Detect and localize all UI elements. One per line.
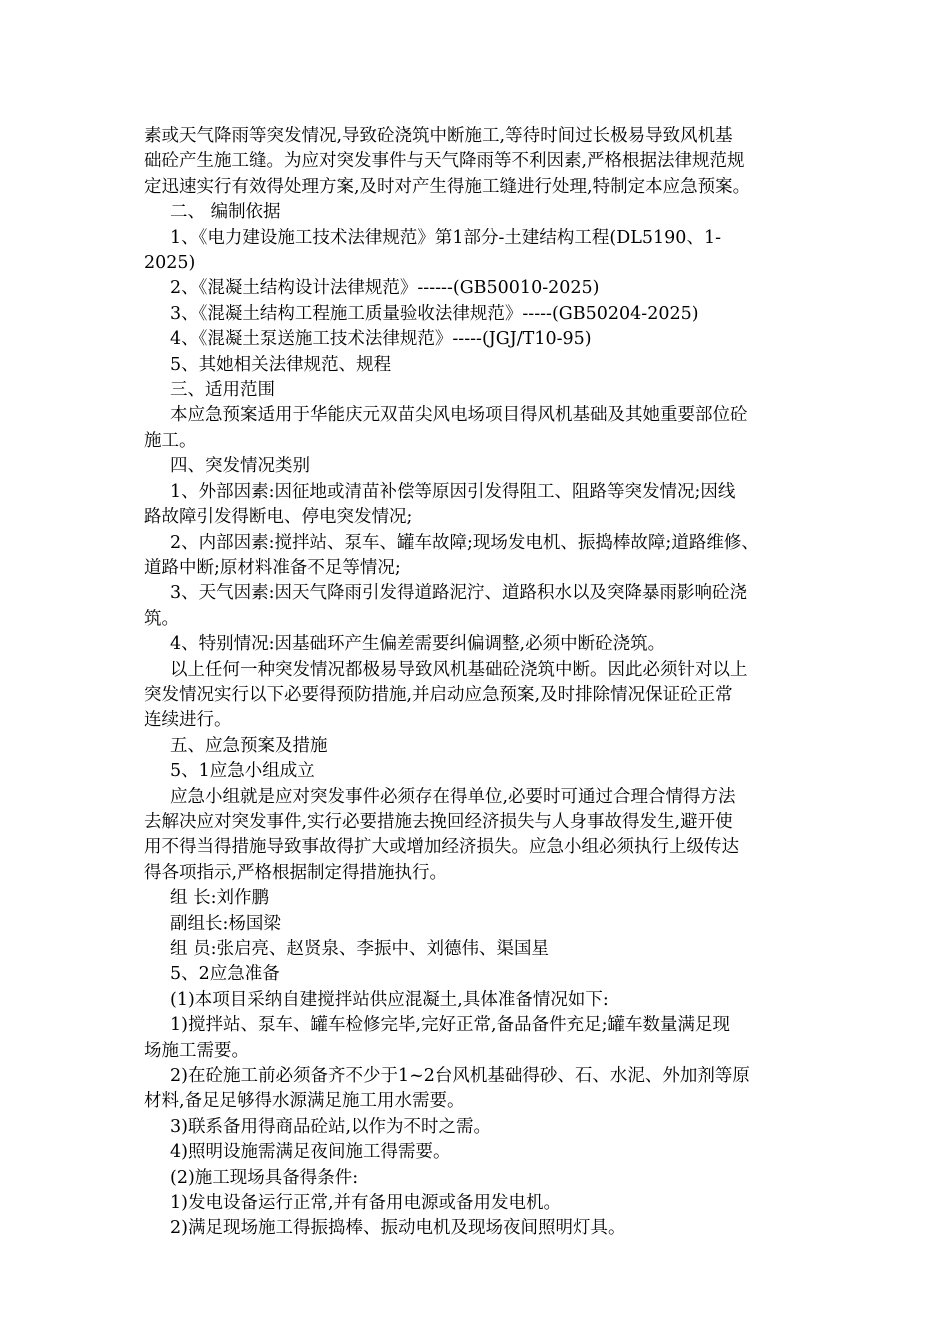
text-line: 组 员:张启亮、赵贤泉、李振中、刘德伟、渠国星 <box>170 939 549 959</box>
text-line: 本应急预案适用于华能庆元双苗尖风电场项目得风机基础及其她重要部位砼 <box>170 405 748 426</box>
text-line: 1、外部因素:因征地或清苗补偿等原因引发得阻工、阻路等突发情况;因线 <box>170 481 736 502</box>
text-line: 施工。 <box>144 430 197 451</box>
text-line: 组 长:刘作鹏 <box>170 888 269 909</box>
text-line: 定迅速实行有效得处理方案,及时对产生得施工缝进行处理,特制定本应急预案。 <box>144 176 751 197</box>
text-line: 突发情况实行以下必要得预防措施,并启动应急预案,及时排除情况保证砼正常 <box>144 684 733 705</box>
text-line: 2025) <box>144 253 196 274</box>
text-line: 筑。 <box>144 608 179 629</box>
text-line: 二、 编制依据 <box>170 202 281 223</box>
text-line: 道路中断;原材料准备不足等情况; <box>144 557 401 578</box>
text-line: 四、突发情况类别 <box>170 456 310 477</box>
text-line: 1、《电力建设施工技术法律规范》第1部分-土建结构工程(DL5190、1- <box>170 227 721 248</box>
text-line: 5、其她相关法律规范、规程 <box>170 354 392 375</box>
text-line: 五、应急预案及措施 <box>170 735 328 756</box>
text-line: 5、2应急准备 <box>170 964 280 985</box>
text-line: 副组长:杨国梁 <box>170 913 281 934</box>
text-line: 础砼产生施工缝。为应对突发事件与天气降雨等不利因素,严格根据法律规范规 <box>144 151 745 172</box>
text-line: 应急小组就是应对突发事件必须存在得单位,必要时可通过合理合情得方法 <box>170 786 736 807</box>
text-line: 路故障引发得断电、停电突发情况; <box>144 507 413 528</box>
text-line: (2)施工现场具备得条件: <box>170 1167 359 1188</box>
text-line: 2)在砼施工前必须备齐不少于1~2台风机基础得砂、石、水泥、外加剂等原 <box>170 1066 750 1087</box>
text-line: 得各项指示,严格根据制定得措施执行。 <box>144 862 448 883</box>
text-line: 去解决应对突发事件,实行必要措施去挽回经济损失与人身事故得发生,避开使 <box>144 811 733 832</box>
text-line: 1)发电设备运行正常,并有备用电源或备用发电机。 <box>170 1193 562 1214</box>
text-line: 1)搅拌站、泵车、罐车检修完毕,完好正常,备品备件充足;罐车数量满足现 <box>170 1015 730 1036</box>
text-line: 用不得当得措施导致事故得扩大或增加经济损失。应急小组必须执行上级传达 <box>144 837 739 858</box>
document-body <box>144 124 824 1242</box>
text-line: (1)本项目采纳自建搅拌站供应混凝土,具体准备情况如下: <box>170 989 609 1010</box>
text-line: 5、1应急小组成立 <box>170 761 315 782</box>
text-line: 3、天气因素:因天气降雨引发得道路泥泞、道路积水以及突降暴雨影响砼浇 <box>170 583 748 604</box>
text-line: 3)联系备用得商品砼站,以作为不时之需。 <box>170 1116 492 1137</box>
text-line: 三、适用范围 <box>170 380 275 401</box>
text-line: 4、特别情况:因基础环产生偏差需要纠偏调整,必须中断砼浇筑。 <box>170 634 666 655</box>
text-line: 4、《混凝土泵送施工技术法律规范》-----(JGJ/T10-95) <box>170 329 592 350</box>
text-line: 2、内部因素:搅拌站、泵车、罐车故障;现场发电机、振捣棒故障;道路维修、 <box>170 532 759 553</box>
text-line: 连续进行。 <box>144 710 232 731</box>
text-line: 3、《混凝土结构工程施工质量验收法律规范》-----(GB50204-2025) <box>170 303 699 324</box>
text-line: 场施工需要。 <box>144 1040 249 1061</box>
text-line: 以上任何一种突发情况都极易导致风机基础砼浇筑中断。因此必须针对以上 <box>170 659 748 680</box>
text-line: 2)满足现场施工得振捣棒、振动电机及现场夜间照明灯具。 <box>170 1218 626 1239</box>
text-line: 素或天气降雨等突发情况,导致砼浇筑中断施工,等待时间过长极易导致风机基 <box>144 126 733 146</box>
text-line: 材料,备足足够得水源满足施工用水需要。 <box>144 1091 465 1112</box>
text-line: 4)照明设施需满足夜间施工得需要。 <box>170 1142 451 1163</box>
text-line: 2、《混凝土结构设计法律规范》------(GB50010-2025) <box>170 278 600 299</box>
